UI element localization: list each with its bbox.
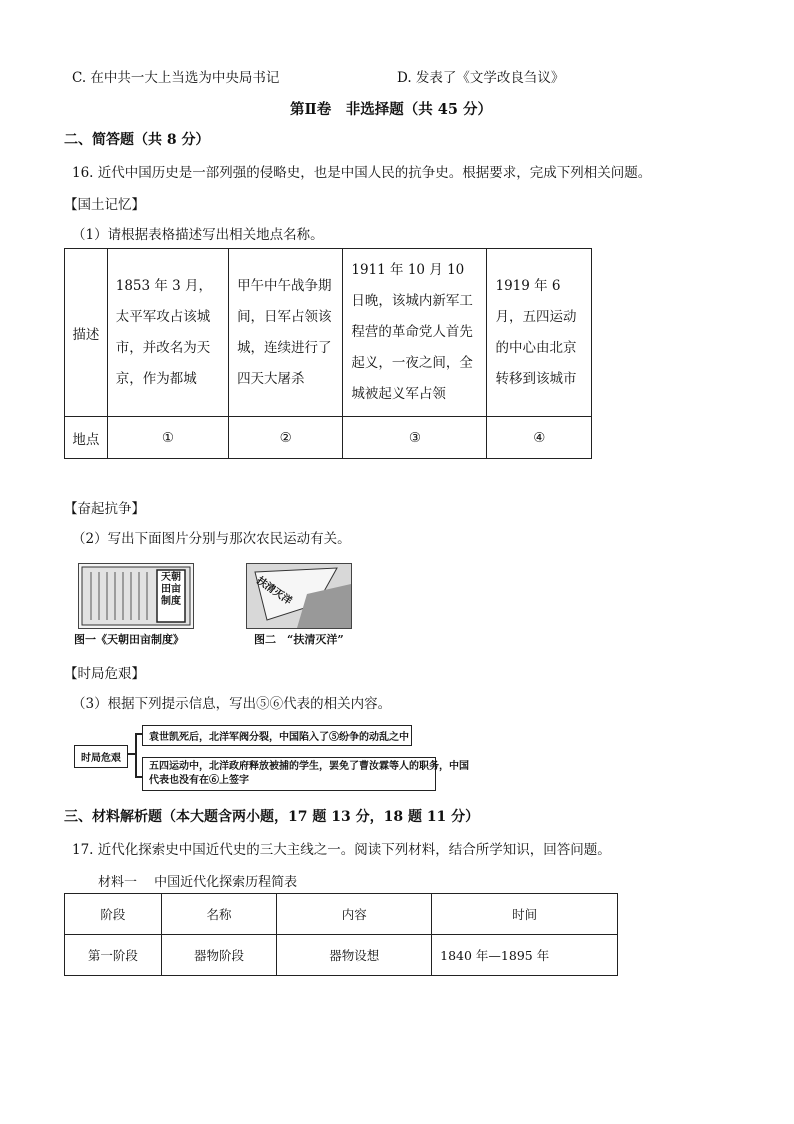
description-cell-2: 甲午中午战争期间，日军占领该城，连续进行了四天大屠杀 <box>229 249 343 417</box>
cell-content: 器物设想 <box>277 935 432 976</box>
header-stage: 阶段 <box>65 894 162 935</box>
place-cell-2: ② <box>229 417 343 459</box>
description-cell-1: 1853 年 3 月，太平军攻占该城市，并改名为天京，作为都城 <box>107 249 228 417</box>
option-d: D. 发表了《文学改良刍议》 <box>397 70 565 86</box>
figure-2-caption: 图二 “扶清灭洋” <box>254 633 344 646</box>
header-time: 时间 <box>432 894 618 935</box>
header-content: 内容 <box>277 894 432 935</box>
modernization-table <box>64 893 618 976</box>
sub1-tag: 【国土记忆】 <box>64 197 145 213</box>
sub3-tag: 【时局危艰】 <box>64 666 145 682</box>
hint-box-1: 袁世凯死后，北洋军阀分裂，中国陷入了⑤纷争的动乱之中 <box>142 725 412 746</box>
material1-title: 材料一 中国近代化探索历程简表 <box>98 875 298 890</box>
hint-root-box: 时局危艰 <box>74 745 128 768</box>
part3-heading: 三、材料解析题（本大题含两小题，17 题 13 分，18 题 11 分） <box>64 809 480 825</box>
hint-box-2 <box>142 757 469 791</box>
option-c: C. 在中共一大上当选为中央局书记 <box>72 70 280 86</box>
q16-intro: 16. 近代中国历史是一部列强的侵略史，也是中国人民的抗争史。根据要求，完成下列相关问题。 <box>72 165 652 181</box>
section-title: 第Ⅱ卷 非选择题（共 45 分） <box>290 101 492 118</box>
figure-1-title-text: 天朝田亩制度 <box>161 572 181 607</box>
row-label-description: 描述 <box>65 249 108 417</box>
row-label-place: 地点 <box>65 417 108 459</box>
description-cell-3: 1911 年 10 月 10 日晚，该城内新军工程营的革命党人首先起义，一夜之间，全城被起义军占领 <box>343 249 487 417</box>
header-name: 名称 <box>161 894 276 935</box>
sub3-question: （3）根据下列提示信息，写出⑤⑥代表的相关内容。 <box>72 696 392 712</box>
cell-time: 1840 年—1895 年 <box>432 935 618 976</box>
location-table <box>64 248 592 459</box>
sub2-question: （2）写出下面图片分别与那次农民运动有关。 <box>72 531 351 547</box>
hint-box-2-line-2: 代表也没有在⑥上签字 <box>149 775 249 786</box>
part2-heading: 二、简答题（共 8 分） <box>64 132 210 148</box>
figure-2-image <box>246 563 352 629</box>
place-cell-4: ④ <box>487 417 592 459</box>
q17-intro: 17. 近代化探索史中国近代史的三大主线之一。阅读下列材料，结合所学知识，回答问题。 <box>72 842 611 858</box>
hint-box-2-line-1: 五四运动中，北洋政府释放被捕的学生，罢免了曹汝霖等人的职务，中国 <box>149 761 469 772</box>
figure-2-flag-text: 扶清灭洋 <box>254 575 294 608</box>
figure-1-image <box>78 563 194 629</box>
connector <box>135 733 137 777</box>
place-cell-3: ③ <box>343 417 487 459</box>
figure-1-caption: 图一《天朝田亩制度》 <box>74 633 184 646</box>
table-row <box>65 935 618 976</box>
cell-name: 器物阶段 <box>161 935 276 976</box>
cell-stage: 第一阶段 <box>65 935 162 976</box>
sub1-question: （1）请根据表格描述写出相关地点名称。 <box>72 227 324 243</box>
sub2-tag: 【奋起抗争】 <box>64 501 145 517</box>
place-cell-1: ① <box>107 417 228 459</box>
description-cell-4: 1919 年 6 月，五四运动的中心由北京转移到该城市 <box>487 249 592 417</box>
